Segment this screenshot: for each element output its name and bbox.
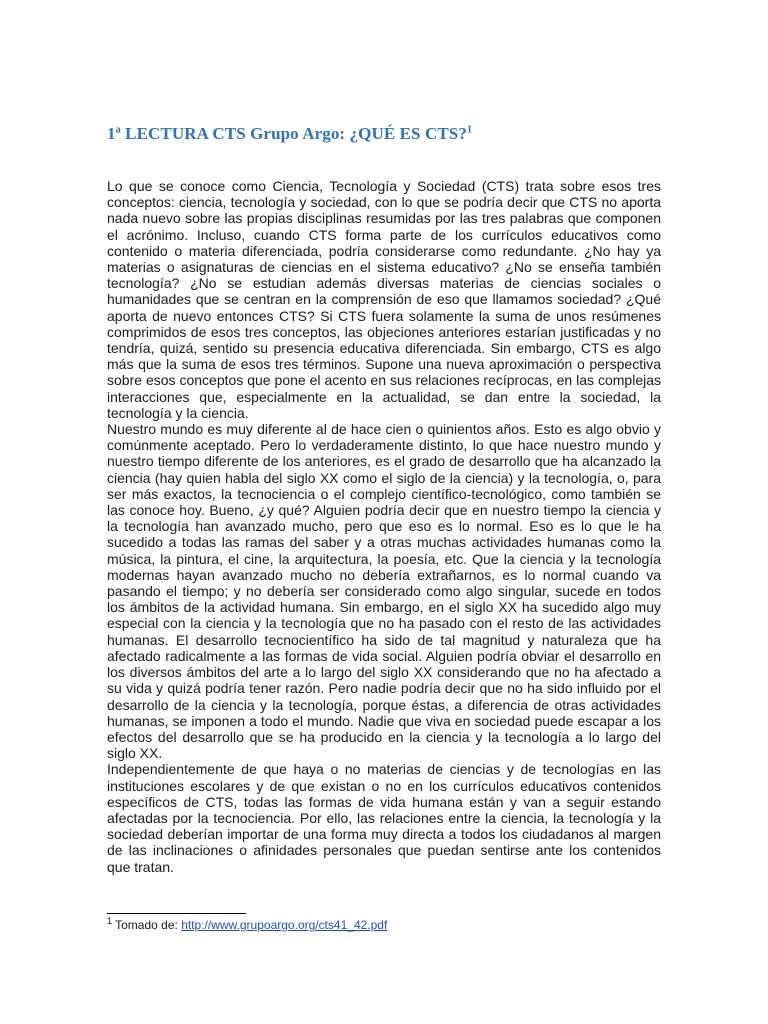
footnote-prefix: Tomado de:: [112, 918, 182, 932]
footnote-separator: [107, 913, 246, 914]
title-footnote-marker[interactable]: 1: [466, 124, 473, 136]
document-title: [107, 124, 472, 144]
body-paragraph-1: Lo que se conoce como Ciencia, Tecnología y Sociedad (CTS) trata sobre esos tres conceptos: ciencia, tecnología y sociedad, con lo que se podría decir que CTS no aporta nada nuevo sobre las propias disciplinas resumidas por las tres palabras que componen el acrónimo. Incluso, cuando CTS forma parte de los currículos educativos como contenido o materia diferenciada, podría considerarse como redundante. ¿No hay ya materias o asignaturas de ciencias en el sistema educativo? ¿No se enseña también tecnología? ¿No se estudian además diversas materias de ciencias sociales o humanidades que se centran en la comprensión de eso que llamamos sociedad? ¿Qué aporta de nuevo entonces CTS? Si CTS fuera solamente la suma de unos resúmenes comprimidos de esos tres conceptos, las objeciones anteriores estarían justificadas y no tendría, quizá, sentido su presencia educativa diferenciada. Sin embargo, CTS es algo más que la suma de esos tres términos. Supone una nueva aproximación o perspectiva sobre esos conceptos que pone el acento en sus relaciones recíprocas, en las complejas interacciones que, especialmente en la actualidad, se dan entre la sociedad, la tecnología y la ciencia.: [107, 178, 661, 421]
body-paragraph-2: Nuestro mundo es muy diferente al de hace cien o quinientos años. Esto es algo obvio y comúnmente aceptado. Pero lo verdaderamente distinto, lo que hace nuestro mundo y nuestro tiempo diferente de los anteriores, es el grado de desarrollo que ha alcanzado la ciencia (hay quien habla del siglo XX como el siglo de la ciencia) y la tecnología, o, para ser más exactos, la tecnociencia o el complejo científico-tecnológico, como también se las conoce hoy. Bueno, ¿y qué? Alguien podría decir que en nuestro tiempo la ciencia y la tecnología han avanzado mucho, pero que eso es lo normal. Eso es lo que le ha sucedido a todas las ramas del saber y a otras muchas actividades humanas como la música, la pintura, el cine, la arquitectura, la poesía, etc. Que la ciencia y la tecnología modernas hayan avanzado mucho no debería extrañarnos, es lo normal cuando va pasando el tiempo; y no debería ser considerado como algo singular, sucede en todos los ámbitos de la actividad humana. Sin embargo, en el siglo XX ha sucedido algo muy especial con la ciencia y la tecnología que no ha pasado con el resto de las actividades humanas. El desarrollo tecnocientífico ha sido de tal magnitud y naturaleza que ha afectado radicalmente a las formas de vida social. Alguien podría obviar el desarrollo en los diversos ámbitos del arte a lo largo del siglo XX considerando que no ha afectado a su vida y quizá podría tener razón. Pero nadie podría decir que no ha sido influido por el desarrollo de la ciencia y la tecnología, porque éstas, a diferencia de otras actividades humanas, se imponen a todo el mundo. Nadie que viva en sociedad puede escapar a los efectos del desarrollo que se ha producido en la ciencia y la tecnología a lo largo del siglo XX.: [107, 421, 661, 762]
footnote-link[interactable]: http://www.grupoargo.org/cts41_42.pdf: [181, 918, 388, 932]
footnote: [107, 918, 387, 932]
body-paragraph-3: Independientemente de que haya o no materias de ciencias y de tecnologías en las instituciones escolares y de que existan o no en los currículos educativos contenidos específicos de CTS, todas las formas de vida humana están y van a seguir estando afectadas por la tecnociencia. Por ello, las relaciones entre la ciencia, la tecnología y la sociedad deberían importar de una forma muy directa a todos los ciudadanos al margen de las inclinaciones o afinidades personales que puedan sentirse ante los contenidos que tratan.: [107, 761, 661, 875]
title-text: 1ª LECTURA CTS Grupo Argo: ¿QUÉ ES CTS?: [107, 124, 467, 143]
document-body: [107, 178, 661, 875]
footnote-marker: 1: [107, 916, 113, 926]
